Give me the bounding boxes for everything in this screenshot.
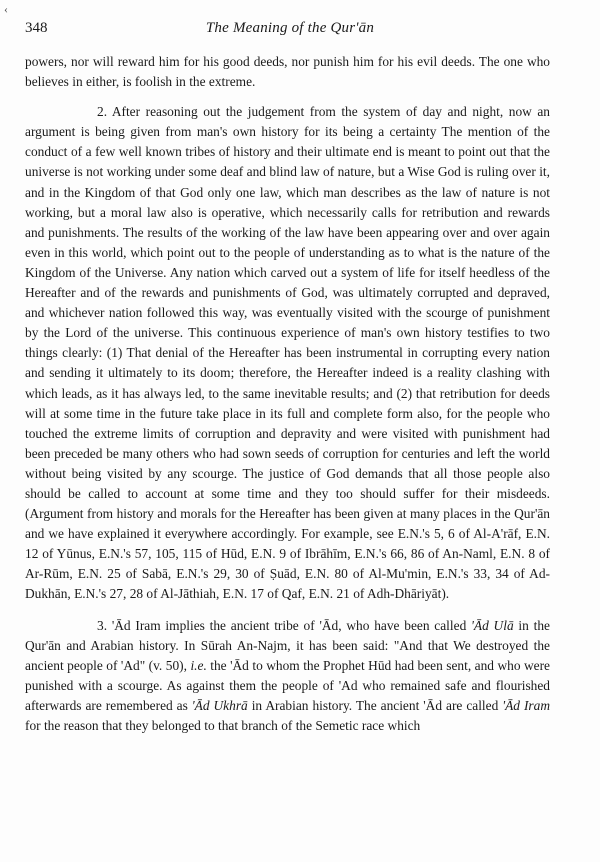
italic-term: i.e. xyxy=(190,657,207,673)
italic-term: 'Ād Ukhrā xyxy=(191,697,248,713)
text-run: in Arabian history. The ancient 'Ād are called xyxy=(247,697,503,713)
corner-mark: ‹ xyxy=(4,2,8,16)
paragraph-note-3 xyxy=(25,616,550,737)
paragraph-continuation: powers, nor will reward him for his good deeds, nor punish him for his evil deeds. The one who believes in either, is foolish in the extreme. xyxy=(25,54,550,90)
paragraph-gap xyxy=(25,92,550,102)
paragraph-gap xyxy=(25,605,550,616)
italic-term: 'Ād Iram xyxy=(502,697,551,713)
italic-term: 'Ād Ulā xyxy=(471,617,514,633)
text-run: in the Qur'ān and Arabian history. In Sūrah An-Najm, it has been said: "And that We destroyed the ancient people of 'Ad" (v. 50), xyxy=(25,617,550,673)
body-text xyxy=(25,52,550,736)
text-run: for the reason that they belonged to that branch of the Semetic race which xyxy=(25,718,421,733)
text-run: the 'Ād to whom the Prophet Hūd had been sent, and who were punished with a scourge. As against them the people of 'Ad who remained safe and flourished afterwards are remembered as xyxy=(25,657,550,713)
paragraph-note-2: 2. After reasoning out the judgement from the system of day and night, now an argument is being given from man's own history for its being a certainty The mention of the conduct of a few well known tribes of history and their ultimate end is meant to point out that the universe is not working under some deaf and blind law of nature, but a Wise God is ruling over it, and in the Kingdom of that God only one law, which man describes as the law of nature is not working, but a moral law also is operative, which necessarily calls for retribution and rewards and punishments. The results of the working of the law have been appearing over and over again even in this world, which point out to the people of understanding as to what is the nature of the Kingdom of the Universe. Any nation which carved out a system of life for itself heedless of the Hereafter and of the rewards and punishments of God, was ultimately corrupted and depraved, and whichever nation followed this way, was eventually visited with the scourge of punishment by the Lord of the universe. This continuous experience of man's own history testifies to two things clearly: (1) That denial of the Hereafter has been instrumental in corrupting every nation and sending it ultimately to its doom; therefore, the Hereafter indeed is a reality clashing with which leads, as it has always led, to the same inevitable results; and (2) that retribution for deeds will at some time in the future take place in its full and complete form also, for the people who touched the extreme limits of corruption and depravity and were visited with punishment had been preceded be many others who had sown seeds of corruption for centuries and left the world without being visited by any scourge. The justice of God demands that all those people also should be called to account at some time and they too should suffer for their misdeeds. (Argument from history and morals for the Hereafter has been given at many places in the Qur'ān and we have explained it everywhere accordingly. For example, see E.N.'s 5, 6 of Al-A'rāf, E.N. 12 of Yūnus, E.N.'s 57, 105, 115 of Hūd, E.N. 9 of Ibrāhīm, E.N.'s 66, 86 of An-Naml, E.N. 8 of Ar-Rūm, E.N. 25 of Sabā, E.N.'s 29, 30 of Ṣuād, E.N. 80 of Al-Mu'min, E.N.'s 33, 34 of Ad-Dukhān, E.N.'s 27, 28 of Al-Jāthiah, E.N. 17 of Qaf, E.N. 21 of Adh-Dhāriyāt). xyxy=(25,104,550,602)
page-header xyxy=(25,20,555,42)
page-number: 348 xyxy=(25,20,48,36)
text-run: 3. 'Ād Iram implies the ancient tribe of 'Ād, who have been called xyxy=(97,617,472,633)
running-title: The Meaning of the Qur'ān xyxy=(205,20,375,36)
